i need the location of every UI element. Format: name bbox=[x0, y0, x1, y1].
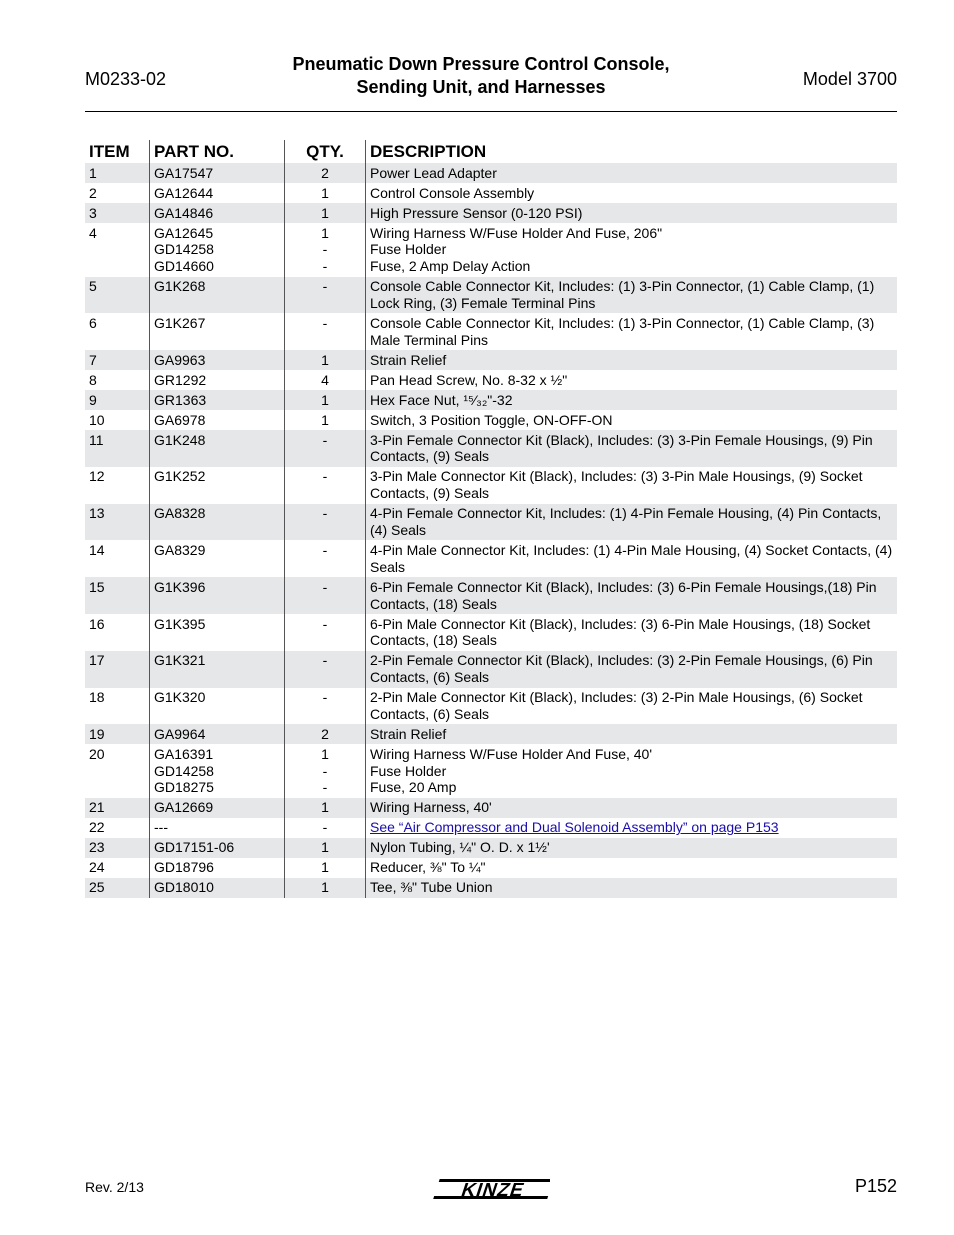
part-number: G1K321 bbox=[154, 652, 206, 669]
part-number-cell bbox=[150, 277, 285, 314]
item-number: 13 bbox=[89, 505, 105, 522]
part-number: G1K395 bbox=[154, 615, 206, 632]
parts-table bbox=[85, 140, 897, 898]
part-number: GA9964 bbox=[154, 725, 206, 742]
item-cell bbox=[85, 798, 150, 818]
part-number: GA16391 bbox=[154, 745, 214, 762]
table-row bbox=[85, 163, 897, 183]
logo-wordmark: KINZE bbox=[458, 1179, 528, 1201]
quantity-cell bbox=[285, 688, 366, 725]
description-line: Strain Relief bbox=[370, 725, 447, 742]
part-number: GD14258 bbox=[154, 241, 214, 258]
description-cell bbox=[366, 410, 897, 430]
description-cell bbox=[366, 798, 897, 818]
quantity-cell bbox=[285, 540, 366, 577]
quantity-cell bbox=[285, 430, 366, 467]
table-row bbox=[85, 390, 897, 410]
part-number: GD17151-06 bbox=[154, 839, 235, 856]
quantity-cell bbox=[285, 350, 366, 370]
table-row bbox=[85, 577, 897, 614]
description-line: 2-Pin Male Connector Kit (Black), Includes: (3) 2-Pin Male Housings, (6) Socket bbox=[370, 689, 863, 706]
description-line: Fuse, 20 Amp bbox=[370, 779, 457, 796]
part-number: GD18275 bbox=[154, 779, 214, 796]
part-number-cell bbox=[150, 688, 285, 725]
description-cell bbox=[366, 651, 897, 688]
description-text bbox=[370, 689, 893, 723]
description-cell bbox=[366, 744, 897, 798]
part-number: GD18796 bbox=[154, 859, 214, 876]
description-cell bbox=[366, 818, 897, 838]
table-row bbox=[85, 410, 897, 430]
quantity-cell bbox=[285, 614, 366, 651]
item-cell bbox=[85, 838, 150, 858]
column-header-qty: QTY. bbox=[285, 140, 366, 163]
part-number: G1K248 bbox=[154, 431, 206, 448]
item-cell bbox=[85, 410, 150, 430]
quantity-cell bbox=[285, 163, 366, 183]
quantity: - bbox=[322, 762, 328, 779]
item-cell bbox=[85, 163, 150, 183]
item-cell bbox=[85, 350, 150, 370]
quantity: 1 bbox=[321, 184, 329, 201]
description-cell bbox=[366, 724, 897, 744]
description-line: Contacts, (18) Seals bbox=[370, 595, 497, 612]
description-line: Contacts, (6) Seals bbox=[370, 669, 490, 686]
quantity: 1 bbox=[321, 204, 329, 221]
table-row bbox=[85, 467, 897, 504]
table-row bbox=[85, 183, 897, 203]
description-text bbox=[370, 542, 893, 576]
part-number-cell bbox=[150, 878, 285, 898]
quantity: - bbox=[322, 578, 328, 595]
part-number: GD18010 bbox=[154, 879, 214, 896]
description-cell bbox=[366, 313, 897, 350]
quantity: 1 bbox=[321, 391, 329, 408]
description-cell bbox=[366, 577, 897, 614]
item-number: 16 bbox=[89, 615, 105, 632]
table-row bbox=[85, 370, 897, 390]
description-line: Tee, ⅜" Tube Union bbox=[370, 879, 493, 896]
part-number-cell bbox=[150, 183, 285, 203]
part-number: G1K320 bbox=[154, 689, 206, 706]
part-number-cell bbox=[150, 858, 285, 878]
item-number: 21 bbox=[89, 799, 105, 816]
item-cell bbox=[85, 504, 150, 541]
table-row bbox=[85, 798, 897, 818]
description-text bbox=[370, 652, 893, 686]
part-number-cell bbox=[150, 350, 285, 370]
table-row bbox=[85, 223, 897, 277]
quantity: 1 bbox=[321, 745, 329, 762]
quantity-cell bbox=[285, 277, 366, 314]
page-title-line-2: Sending Unit, and Harnesses bbox=[356, 77, 606, 97]
part-number-cell bbox=[150, 203, 285, 223]
item-cell bbox=[85, 223, 150, 277]
description-line: 4-Pin Female Connector Kit, Includes: (1) 4-Pin Female Housing, (4) Pin Contacts, bbox=[370, 505, 882, 522]
quantity: 1 bbox=[321, 859, 329, 876]
item-number: 9 bbox=[89, 391, 97, 408]
description-line: Fuse Holder bbox=[370, 241, 447, 258]
part-number-cell bbox=[150, 223, 285, 277]
description-line: Strain Relief bbox=[370, 351, 447, 368]
quantity-cell bbox=[285, 370, 366, 390]
item-number: 5 bbox=[89, 278, 97, 295]
item-number: 8 bbox=[89, 371, 97, 388]
description-cell bbox=[366, 163, 897, 183]
part-number: G1K396 bbox=[154, 578, 206, 595]
item-number: 1 bbox=[89, 164, 97, 181]
quantity: - bbox=[322, 541, 328, 558]
quantity-cell bbox=[285, 313, 366, 350]
description-line: Switch, 3 Position Toggle, ON-OFF-ON bbox=[370, 411, 613, 428]
column-header-description: DESCRIPTION bbox=[370, 142, 487, 161]
description-line: Contacts, (18) Seals bbox=[370, 632, 497, 649]
item-cell bbox=[85, 651, 150, 688]
table-row bbox=[85, 504, 897, 541]
description-text bbox=[370, 579, 893, 613]
part-number: GD14258 bbox=[154, 762, 214, 779]
table-row bbox=[85, 277, 897, 314]
quantity-cell bbox=[285, 183, 366, 203]
quantity-cell bbox=[285, 724, 366, 744]
item-cell bbox=[85, 313, 150, 350]
quantity-cell bbox=[285, 744, 366, 798]
item-number: 7 bbox=[89, 351, 97, 368]
document-number: M0233-02 bbox=[85, 69, 167, 89]
item-number: 12 bbox=[89, 468, 105, 485]
quantity: - bbox=[322, 431, 328, 448]
quantity: 2 bbox=[321, 164, 329, 181]
description-cell bbox=[366, 614, 897, 651]
page-reference-link[interactable]: See “Air Compressor and Dual Solenoid Assembly” on page P153 bbox=[370, 819, 779, 836]
description-line: 3-Pin Male Connector Kit (Black), Includes: (3) 3-Pin Male Housings, (9) Socket bbox=[370, 468, 863, 485]
page-title bbox=[250, 53, 712, 99]
item-number: 6 bbox=[89, 314, 97, 331]
table-row bbox=[85, 724, 897, 744]
quantity: - bbox=[322, 779, 328, 796]
description-line: Pan Head Screw, No. 8-32 x ½" bbox=[370, 371, 568, 388]
description-line: Seals bbox=[370, 558, 406, 575]
part-number: GA6978 bbox=[154, 411, 206, 428]
part-number-cell bbox=[150, 430, 285, 467]
part-number-cell bbox=[150, 651, 285, 688]
quantity: - bbox=[322, 689, 328, 706]
part-number: GR1363 bbox=[154, 391, 207, 408]
description-cell bbox=[366, 223, 897, 277]
description-cell bbox=[366, 467, 897, 504]
quantity: - bbox=[322, 652, 328, 669]
page-number: P152 bbox=[854, 1176, 897, 1196]
description-line: Wiring Harness W/Fuse Holder And Fuse, 40' bbox=[370, 745, 653, 762]
description-cell bbox=[366, 350, 897, 370]
item-cell bbox=[85, 878, 150, 898]
part-number-cell bbox=[150, 313, 285, 350]
header-divider bbox=[85, 111, 897, 112]
part-number: GA9963 bbox=[154, 351, 206, 368]
part-number: G1K252 bbox=[154, 468, 206, 485]
quantity: 1 bbox=[321, 224, 329, 241]
description-cell bbox=[366, 370, 897, 390]
column-header-part-no: PART NO. bbox=[150, 140, 285, 163]
description-line: 6-Pin Female Connector Kit (Black), Includes: (3) 6-Pin Female Housings,(18) Pin bbox=[370, 578, 877, 595]
part-number-cell bbox=[150, 724, 285, 744]
description-text bbox=[370, 315, 893, 349]
description-line: Wiring Harness W/Fuse Holder And Fuse, 206" bbox=[370, 224, 663, 241]
model-label: Model 3700 bbox=[802, 69, 897, 89]
quantity: 2 bbox=[321, 725, 329, 742]
table-row bbox=[85, 744, 897, 798]
description-line: 4-Pin Male Connector Kit, Includes: (1) 4-Pin Male Housing, (4) Socket Contacts, (4) bbox=[370, 541, 893, 558]
item-number: 23 bbox=[89, 839, 105, 856]
quantity-cell bbox=[285, 818, 366, 838]
part-number: G1K268 bbox=[154, 278, 206, 295]
item-cell bbox=[85, 203, 150, 223]
item-number: 15 bbox=[89, 578, 105, 595]
description-text bbox=[370, 616, 893, 650]
quantity-cell bbox=[285, 651, 366, 688]
description-cell bbox=[366, 430, 897, 467]
quantity: - bbox=[322, 819, 328, 836]
page-title-line-1: Pneumatic Down Pressure Control Console, bbox=[292, 54, 670, 74]
part-number: GA12669 bbox=[154, 799, 214, 816]
description-cell bbox=[366, 203, 897, 223]
description-line: 3-Pin Female Connector Kit (Black), Includes: (3) 3-Pin Female Housings, (9) Pin bbox=[370, 431, 873, 448]
part-number-cell bbox=[150, 798, 285, 818]
item-cell bbox=[85, 183, 150, 203]
quantity: - bbox=[322, 241, 328, 258]
part-number: GA8328 bbox=[154, 505, 206, 522]
quantity: 1 bbox=[321, 839, 329, 856]
table-row bbox=[85, 614, 897, 651]
item-number: 25 bbox=[89, 879, 105, 896]
item-number: 3 bbox=[89, 204, 97, 221]
description-cell bbox=[366, 504, 897, 541]
description-line: 6-Pin Male Connector Kit (Black), Includes: (3) 6-Pin Male Housings, (18) Socket bbox=[370, 615, 871, 632]
quantity: 4 bbox=[321, 371, 329, 388]
quantity-cell bbox=[285, 858, 366, 878]
item-cell bbox=[85, 467, 150, 504]
item-number: 14 bbox=[89, 541, 105, 558]
item-cell bbox=[85, 688, 150, 725]
part-number: GA12645 bbox=[154, 224, 214, 241]
table-row bbox=[85, 818, 897, 838]
description-line: Male Terminal Pins bbox=[370, 331, 489, 348]
revision-label: Rev. 2/13 bbox=[85, 1179, 144, 1195]
quantity: - bbox=[322, 468, 328, 485]
quantity-cell bbox=[285, 223, 366, 277]
table-row bbox=[85, 203, 897, 223]
part-number: GA12644 bbox=[154, 184, 214, 201]
item-cell bbox=[85, 818, 150, 838]
description-cell bbox=[366, 390, 897, 410]
description-line: Console Cable Connector Kit, Includes: (1) 3-Pin Connector, (1) Cable Clamp, (3) bbox=[370, 314, 875, 331]
part-number-cell bbox=[150, 540, 285, 577]
description-line: Hex Face Nut, ¹⁵⁄₃₂"-32 bbox=[370, 391, 513, 408]
description-line: Wiring Harness, 40' bbox=[370, 799, 492, 816]
description-line: Fuse, 2 Amp Delay Action bbox=[370, 258, 531, 275]
item-cell bbox=[85, 390, 150, 410]
table-header-row bbox=[85, 140, 897, 163]
kinze-logo bbox=[432, 1175, 550, 1203]
part-number-cell bbox=[150, 577, 285, 614]
column-header-item: ITEM bbox=[85, 140, 150, 163]
table-row bbox=[85, 313, 897, 350]
quantity-cell bbox=[285, 577, 366, 614]
item-number: 11 bbox=[89, 431, 104, 448]
description-line: High Pressure Sensor (0-120 PSI) bbox=[370, 204, 583, 221]
quantity-cell bbox=[285, 798, 366, 818]
description-line: Contacts, (6) Seals bbox=[370, 705, 490, 722]
table-row bbox=[85, 878, 897, 898]
quantity-cell bbox=[285, 203, 366, 223]
part-number: --- bbox=[154, 819, 168, 836]
description-line: Nylon Tubing, ¼" O. D. x 1½' bbox=[370, 839, 550, 856]
description-line: Lock Ring, (3) Female Terminal Pins bbox=[370, 294, 596, 311]
part-number-cell bbox=[150, 838, 285, 858]
part-number-cell bbox=[150, 614, 285, 651]
description-line: Console Cable Connector Kit, Includes: (1) 3-Pin Connector, (1) Cable Clamp, (1) bbox=[370, 278, 875, 295]
table-row bbox=[85, 430, 897, 467]
quantity: - bbox=[322, 505, 328, 522]
part-number-cell bbox=[150, 410, 285, 430]
description-cell bbox=[366, 540, 897, 577]
table-row bbox=[85, 838, 897, 858]
quantity-cell bbox=[285, 467, 366, 504]
part-number-cell bbox=[150, 370, 285, 390]
item-cell bbox=[85, 370, 150, 390]
item-cell bbox=[85, 858, 150, 878]
quantity: - bbox=[322, 314, 328, 331]
quantity-cell bbox=[285, 390, 366, 410]
description-line: Control Console Assembly bbox=[370, 184, 535, 201]
table-row bbox=[85, 858, 897, 878]
item-number: 22 bbox=[89, 819, 105, 836]
quantity: 1 bbox=[321, 799, 329, 816]
quantity: - bbox=[322, 615, 328, 632]
description-line: Reducer, ⅜" To ¼" bbox=[370, 859, 486, 876]
item-number: 24 bbox=[89, 859, 105, 876]
description-cell bbox=[366, 183, 897, 203]
item-number: 19 bbox=[89, 725, 105, 742]
part-number-cell bbox=[150, 467, 285, 504]
part-number: GA14846 bbox=[154, 204, 214, 221]
quantity-cell bbox=[285, 504, 366, 541]
description-line: Contacts, (9) Seals bbox=[370, 485, 490, 502]
item-cell bbox=[85, 614, 150, 651]
quantity: 1 bbox=[321, 351, 329, 368]
item-number: 17 bbox=[89, 652, 105, 669]
part-number: GA8329 bbox=[154, 541, 206, 558]
table-row bbox=[85, 651, 897, 688]
description-line: Power Lead Adapter bbox=[370, 164, 497, 181]
part-number-cell bbox=[150, 818, 285, 838]
table-row bbox=[85, 688, 897, 725]
table-row bbox=[85, 350, 897, 370]
description-text bbox=[370, 278, 893, 312]
quantity: 1 bbox=[321, 411, 329, 428]
part-number-cell bbox=[150, 504, 285, 541]
item-number: 4 bbox=[89, 224, 97, 241]
description-cell bbox=[366, 878, 897, 898]
description-line: Fuse Holder bbox=[370, 762, 447, 779]
description-text bbox=[370, 468, 893, 502]
item-number: 10 bbox=[89, 411, 105, 428]
description-cell bbox=[366, 838, 897, 858]
description-line: 2-Pin Female Connector Kit (Black), Includes: (3) 2-Pin Female Housings, (6) Pin bbox=[370, 652, 873, 669]
description-text bbox=[370, 432, 893, 466]
description-line: (4) Seals bbox=[370, 521, 427, 538]
part-number-cell bbox=[150, 163, 285, 183]
part-number: GA17547 bbox=[154, 164, 214, 181]
item-cell bbox=[85, 724, 150, 744]
description-cell bbox=[366, 277, 897, 314]
part-number-cell bbox=[150, 390, 285, 410]
quantity: - bbox=[322, 258, 328, 275]
item-cell bbox=[85, 430, 150, 467]
part-number: GR1292 bbox=[154, 371, 207, 388]
description-cell bbox=[366, 858, 897, 878]
part-number: G1K267 bbox=[154, 314, 206, 331]
part-number: GD14660 bbox=[154, 258, 214, 275]
table-row bbox=[85, 540, 897, 577]
item-cell bbox=[85, 577, 150, 614]
item-number: 2 bbox=[89, 184, 97, 201]
item-number: 20 bbox=[89, 745, 105, 762]
description-cell bbox=[366, 688, 897, 725]
quantity: - bbox=[322, 278, 328, 295]
description-line: Contacts, (9) Seals bbox=[370, 448, 490, 465]
quantity: 1 bbox=[321, 879, 329, 896]
item-number: 18 bbox=[89, 689, 105, 706]
quantity-cell bbox=[285, 878, 366, 898]
item-cell bbox=[85, 744, 150, 798]
description-text bbox=[370, 505, 893, 539]
item-cell bbox=[85, 540, 150, 577]
quantity-cell bbox=[285, 838, 366, 858]
item-cell bbox=[85, 277, 150, 314]
part-number-cell bbox=[150, 744, 285, 798]
quantity-cell bbox=[285, 410, 366, 430]
